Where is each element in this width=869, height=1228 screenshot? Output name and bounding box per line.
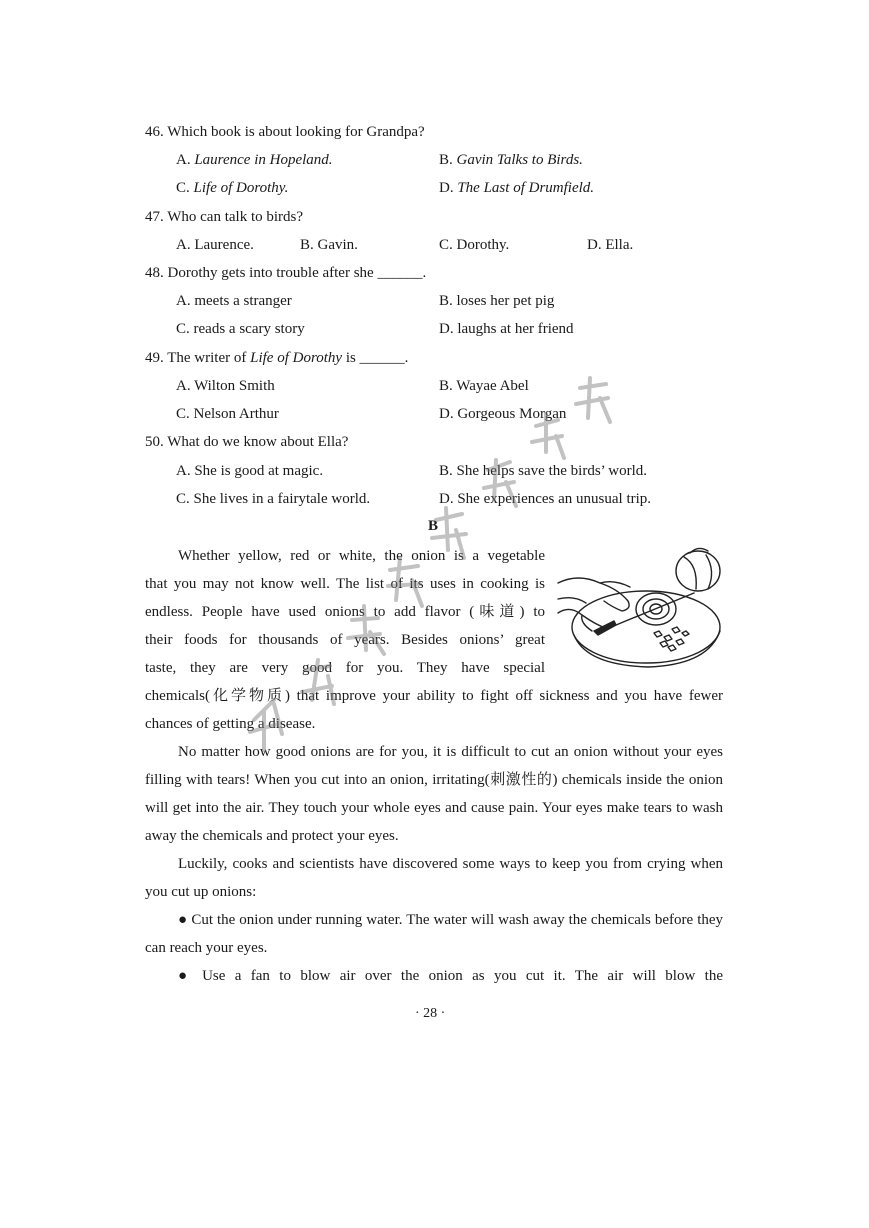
option-48b: B. loses her pet pig [439,293,555,309]
option-50d: D. She experiences an unusual trip. [439,491,652,507]
option-50b: B. She helps save the birds’ world. [439,463,648,479]
watermark-stamp [240,370,640,760]
passage-line: Whether yellow, red or white, the onion is a vegetable [178,548,545,564]
passage-line: that you may not know well. The list of its uses in cooking is [145,576,545,592]
option-50a: A. She is good at magic. [176,463,324,479]
option-46c: C. Life of Dorothy. [176,180,289,196]
passage-line: their foods for thousands of years. Besides onions’ great [145,632,545,648]
option-46b: B. Gavin Talks to Birds. [439,152,583,168]
option-47d: D. Ella. [587,237,634,253]
option-49a: A. Wilton Smith [176,378,275,394]
option-46d: D. The Last of Drumfield. [439,180,595,196]
option-46a: A. Laurence in Hopeland. [176,152,333,168]
option-47b: B. Gavin. [300,237,358,253]
passage-line: endless. People have used onions to add flavor (味道) to [145,604,545,620]
option-49d: D. Gorgeous Morgan [439,406,567,422]
question-48: 48. Dorothy gets into trouble after she ______. [145,265,427,281]
passage-paragraph-2: No matter how good onions are for you, it is difficult to cut an onion without your eyes filling with tears! When you cut into an onion, irritating(刺激性的) chemicals inside the onion will get into the air. They touch your whole eyes and cause pain. Your eyes make tears to wash away the chemicals and protect your eyes. [145,744,723,844]
question-46: 46. Which book is about looking for Grandpa? [145,124,425,140]
passage-paragraph-3: Luckily, cooks and scientists have discovered some ways to keep you from crying when you cut up onions: [145,856,723,900]
question-49: 49. The writer of Life of Dorothy is ______. [145,350,409,366]
bullet-icon: ● [178,968,193,984]
option-50c: C. She lives in a fairytale world. [176,491,371,507]
question-50: 50. What do we know about Ella? [145,434,349,450]
option-48a: A. meets a stranger [176,293,292,309]
question-47: 47. Who can talk to birds? [145,209,304,225]
bullet-item: ● Cut the onion under running water. The water will wash away the chemicals before they can reach your eyes. [145,912,724,956]
option-49c: C. Nelson Arthur [176,406,279,422]
option-47a: A. Laurence. [176,237,254,253]
option-47c: C. Dorothy. [439,237,510,253]
option-48d: D. laughs at her friend [439,321,574,337]
option-49b: B. Wayae Abel [439,378,529,394]
page-number: · 28 · [415,1006,446,1021]
section-b-title: B [428,518,439,534]
bullet-item: ● Use a fan to blow air over the onion as you cut it. The air will blow the [178,968,724,984]
option-48c: C. reads a scary story [176,321,305,337]
bullet-icon: ● [178,912,188,928]
passage-line: taste, they are very good for you. They have special [145,660,545,676]
passage-paragraph-1-tail: chemicals(化学物质) that improve your ability to fight off sickness and you have fewer chances of getting a disease. [145,688,723,732]
